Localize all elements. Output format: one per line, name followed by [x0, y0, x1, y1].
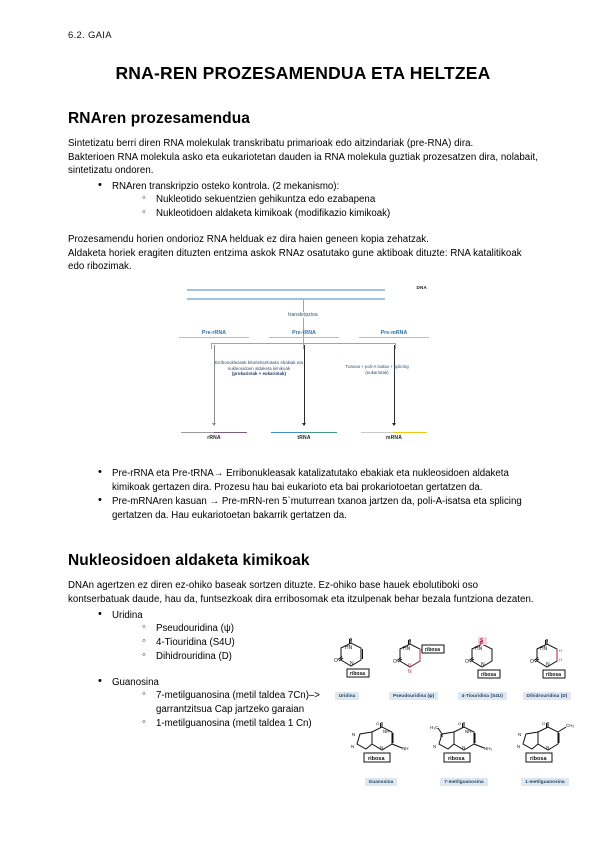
rrna-arrowhead-icon: [212, 423, 216, 426]
rrna-bar-left: [181, 432, 214, 433]
section-heading-rnaren-prozesamendua: RNAren prozesamendua: [68, 110, 251, 127]
svg-text:O: O: [407, 638, 411, 643]
trna-process-arrow: [304, 345, 305, 425]
pre-rrna-node: [179, 330, 249, 338]
pre-trna-label: Pre-tRNA: [292, 329, 316, 336]
svg-text:O: O: [349, 637, 353, 642]
tiouridina-figure-label: 4-Tiouridina (S4U): [458, 692, 507, 700]
svg-text:N: N: [481, 662, 485, 668]
uridina-figure-label: Uridina: [335, 692, 360, 700]
structure-pseudouridina: [379, 640, 449, 702]
list-item: [98, 495, 538, 522]
svg-text:ribosa: ribosa: [424, 647, 440, 653]
list-item-label: Dihidrouridina (D): [156, 650, 232, 662]
dna-strand-bottom: [187, 298, 385, 300]
svg-text:HN: HN: [475, 646, 483, 652]
mrna-bar-left: [361, 432, 394, 433]
rrna-label: rRNA: [207, 434, 221, 441]
list-item: [98, 467, 538, 494]
uridina-structure-icon: [321, 637, 373, 684]
list-prerna-prozesuak: [68, 467, 538, 522]
svg-text:N: N: [545, 662, 550, 668]
guanosina-figure-label: Guanosina: [365, 778, 398, 786]
svg-text:ribosa: ribosa: [481, 672, 497, 678]
transcription-label: transkripzioa: [288, 311, 318, 318]
svg-text:H₃C: H₃C: [430, 725, 439, 730]
dihidrouridina-figure-label: Dihidrouridina (D): [523, 692, 572, 700]
svg-text:N: N: [440, 733, 444, 738]
svg-text:ribosa: ribosa: [368, 756, 385, 762]
svg-text:N: N: [352, 732, 356, 737]
trna-bar-left: [271, 432, 304, 433]
rrna-process-arrow: [214, 345, 215, 425]
metilguanosina1-figure-label: 1-metilguanosina: [521, 778, 568, 786]
svg-text:H: H: [558, 657, 562, 662]
list-item-label: 4-Tiouridina (S4U): [156, 637, 235, 649]
list-item: [142, 193, 538, 207]
svg-text:CH₃: CH₃: [566, 723, 575, 728]
svg-text:N: N: [350, 661, 354, 667]
list-item-label: 7-metilguanosina (metil taldea 7Cn)–> garrantzitsua Cap jartzeko garaian: [156, 690, 320, 716]
list-item-label: RNAren transkripzio osteko kontrola. (2 mekanismo):: [112, 180, 340, 192]
output-mrna: [361, 432, 427, 441]
list-item: [142, 622, 538, 636]
paragraph-intro-2: Bakterioen RNA molekula asko eta eukariotetan dauden ia RNA molekula guztiak prozesatzen dira, nolabait, sintetizatu ondoren.: [68, 151, 538, 177]
dihidrouridina-structure-icon: [519, 640, 575, 684]
metilguanosina7-structure-icon: [426, 722, 502, 770]
list-item-label: Pre-mRNAren kasuan → Pre-mRN-ren 5`muturrean txanoa jartzen da, poli-A-isatsa eta splicing gertatzen da. Hau eukariotoetan bakarrik gertatzen da.: [112, 496, 522, 521]
svg-text:N: N: [517, 744, 521, 749]
svg-text:H: H: [407, 662, 411, 667]
svg-text:NH: NH: [383, 729, 390, 734]
rrna-bar: [181, 432, 247, 433]
structure-1-metilguanosina: [510, 722, 580, 788]
pre-rrna-bar: [179, 337, 249, 338]
branch-left: [211, 343, 212, 349]
guanosina-structure-icon: [346, 722, 416, 770]
svg-text:S: S: [480, 638, 484, 644]
svg-text:N: N: [351, 744, 355, 749]
svg-text:O: O: [392, 659, 397, 665]
branch-right: [395, 343, 396, 349]
page-title: RNA-REN PROZESAMENDUA ETA HELTZEA: [115, 63, 491, 83]
list-item-label: Guanosina: [112, 676, 159, 688]
svg-text:N: N: [380, 745, 384, 750]
svg-text:O: O: [542, 721, 546, 726]
pre-trna-bar: [269, 337, 339, 338]
pseudouridina-structure-icon: [382, 640, 446, 684]
trna-bar-right: [304, 432, 337, 433]
svg-text:N: N: [433, 744, 437, 749]
list-item: [98, 180, 538, 221]
sublist-mekanismoak: [112, 193, 538, 221]
svg-text:O: O: [544, 638, 549, 643]
annotation-right-line2: (eukariotak): [365, 369, 389, 375]
dna-label: DNA: [416, 284, 427, 290]
list-item-label: 1-metilguanosina (metil taldea 1 Cn): [156, 718, 312, 730]
svg-text:O: O: [465, 659, 470, 665]
trna-arrowhead-icon: [302, 423, 306, 426]
svg-text:O: O: [458, 721, 462, 726]
structure-7-metilguanosina: [423, 722, 505, 788]
svg-text:ribosa: ribosa: [545, 672, 561, 678]
section-heading-nukleosidoen-aldaketa: Nukleosidoen aldaketa kimikoak: [68, 552, 310, 570]
trna-label: tRNA: [297, 434, 311, 441]
svg-text:HN: HN: [402, 646, 410, 652]
structure-dihidrouridina: [516, 640, 578, 702]
svg-text:N: N: [546, 745, 550, 750]
mrna-process-arrow: [394, 345, 395, 425]
list-item-label: Pseudouridina (ψ): [156, 623, 234, 635]
svg-text:N: N: [462, 745, 466, 750]
svg-text:ribosa: ribosa: [448, 756, 465, 762]
svg-text:NH₂: NH₂: [484, 746, 493, 751]
paragraph-nukleosidoen: DNAn agertzen ez diren ez-ohiko baseak sortzen dituzte. Ez-ohiko base hauek ebolutiboki oso kontserbatuak daude, hau da, funtsezkoak dira erribosomak eta itzulpenak behar bezala funtziona dezaten.: [68, 580, 534, 605]
pre-mrna-node: [359, 330, 429, 338]
uridine-structures-row: [318, 637, 578, 702]
annotation-right: [327, 364, 427, 375]
structure-tiouridina: [451, 640, 513, 702]
mrna-bar: [361, 432, 427, 433]
svg-text:H: H: [558, 648, 562, 653]
paragraph-prozesamendu-2: Aldaketa horiek eragiten dituzten entzima askok RNAz osatutako gune aktiboak dituzte: RNA katalitikoak edo ribozimak.: [68, 247, 522, 273]
svg-text:O: O: [334, 658, 338, 664]
structure-uridina: [318, 637, 376, 702]
metilguanosina7-figure-label: 7-metilguanosina: [440, 778, 487, 786]
dna-strand-top: [187, 289, 385, 291]
output-trna: [271, 432, 337, 441]
annotation-left: [181, 360, 337, 377]
svg-text:NH: NH: [465, 729, 472, 734]
list-transkripzio-kontrola: [68, 180, 538, 221]
annotation-left-line3: (prokariotak + eukariotak): [232, 371, 286, 377]
rrna-bar-right: [214, 432, 247, 433]
trna-bar: [271, 432, 337, 433]
mrna-label: mRNA: [385, 434, 403, 441]
svg-text:O: O: [529, 659, 534, 665]
list-item-label: Nukleotidoen aldaketa kimikoak (modifikazio kimikoak): [156, 208, 391, 220]
output-rrna: [181, 432, 247, 441]
annotation-left-line2: nukleosidoen aldaketa kimikoak: [227, 365, 291, 371]
annotation-left-line1: Erribonukleasak bitartekaritutako ebakiak eta: [215, 359, 303, 365]
tiouridina-structure-icon: [454, 640, 510, 684]
svg-text:HN: HN: [539, 646, 548, 652]
list-item-label: Uridina: [112, 609, 143, 621]
spacer: [68, 222, 538, 233]
rna-processing-diagram: [179, 286, 427, 458]
pseudouridina-figure-label: Pseudouridina (ψ): [389, 692, 438, 700]
pre-mrna-label: Pre-mRNA: [380, 329, 408, 336]
paragraph-prozesamendu-1: Prozesamendu horien ondorioz RNA helduak ez dira haien geneen kopia zehatzak.: [68, 234, 429, 246]
svg-text:ribosa: ribosa: [530, 756, 547, 762]
svg-text:NH: NH: [402, 746, 409, 751]
mrna-bar-right: [394, 432, 427, 433]
mrna-arrowhead-icon: [392, 423, 396, 426]
svg-text:ribosa: ribosa: [350, 671, 366, 677]
structure-guanosina: [344, 722, 418, 788]
pre-rrna-label: Pre-rRNA: [201, 329, 227, 336]
pre-trna-node: [269, 330, 339, 338]
svg-text:HN: HN: [345, 645, 353, 651]
list-item-label: Pre-rRNA eta Pre-tRNA→ Erribonukleasak katalizatutako ebakiak eta nukleosidoen aldaketa kimikoak gertazen dira. Prozesu hau bai eukarioto eta bai prokariotoetan gertatzen da.: [112, 467, 509, 493]
metilguanosina1-structure-icon: [512, 722, 578, 770]
list-item-label: Nukleotido sekuentzien gehikuntza edo ezabapena: [156, 194, 376, 206]
list-item: [142, 207, 538, 221]
document-header: 6.2. GAIA: [68, 30, 112, 41]
svg-text:N: N: [518, 732, 522, 737]
annotation-right-line1: Txanoa + poli-A isatsa + splicing: [345, 363, 409, 369]
pre-mrna-bar: [359, 337, 429, 338]
guanosine-structures-row: [344, 722, 580, 788]
svg-text:O: O: [376, 721, 380, 726]
paragraph-intro-1: Sintetizatu berri diren RNA molekulak transkribatu primarioak edo aitzindariak (pre-RNA) dira.: [68, 138, 474, 149]
svg-text:N: N: [407, 669, 412, 675]
